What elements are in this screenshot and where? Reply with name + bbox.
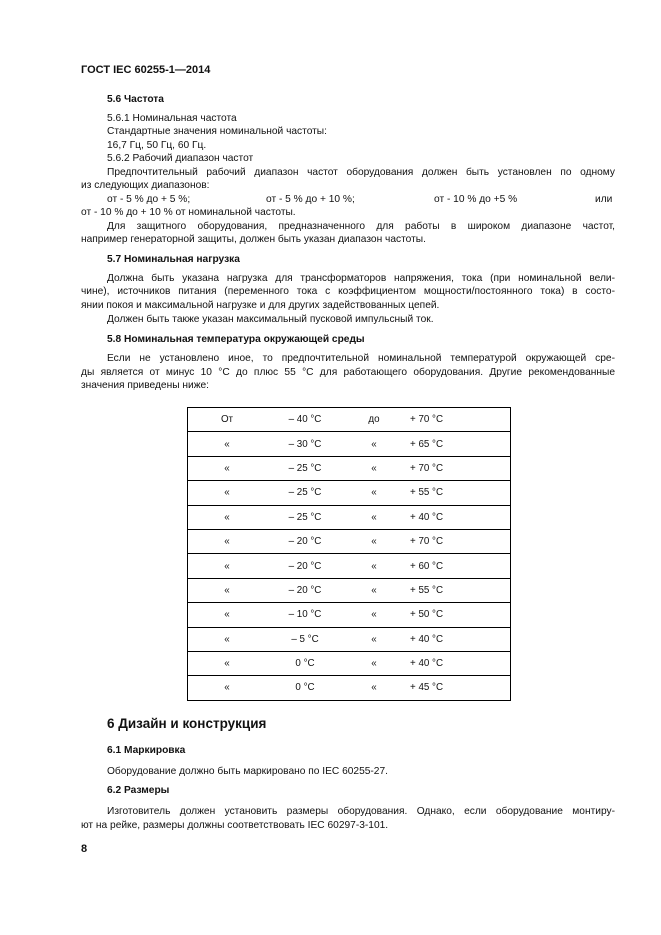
table-row [188,456,511,480]
table-row [188,676,511,700]
table-row [188,651,511,675]
range-from-word: « [188,505,267,529]
range-from-word: « [188,578,267,602]
range-to-word: « [344,676,404,700]
range-from-value: – 20 °C [266,529,344,553]
s56-line-7: от - 10 % до + 10 % от номинальной частоты. [81,207,296,218]
range-to-value: + 60 °C [404,554,511,578]
table-row [188,408,511,432]
range-to-word: « [344,529,404,553]
range-to-value: + 70 °C [404,456,511,480]
s57-line-3: янии покоя и максимальной нагрузке и для других задействованных цепей. [81,300,440,311]
range-to-word: « [344,603,404,627]
s57-line-2: чине), источников питания (переменного тока с коэффициентом мощности/постоянного тока) в состо- [81,286,615,297]
table-row [188,603,511,627]
s58-line-1: Если не установлено иное, то предпочтительной номинальной температурой окружающей сре- [107,353,615,364]
section-6-1-heading: 6.1 Маркировка [107,745,186,756]
s57-line-1: Должна быть указана нагрузка для трансформаторов напряжения, тока (при номинальной вели- [107,273,615,284]
s56-line-3: 16,7 Гц, 50 Гц, 60 Гц. [107,140,207,151]
range-to-word: « [344,627,404,651]
s58-line-2: ды является от минус 10 °С до плюс 55 °С для работающего оборудования. Другие рекомендованные [81,367,615,378]
range-to-value: + 40 °C [404,505,511,529]
option-1: от - 5 % до + 5 %; [107,194,191,205]
range-to-word: « [344,651,404,675]
range-from-value: – 25 °C [266,456,344,480]
range-from-word: « [188,432,267,456]
s57-line-4: Должен быть также указан максимальный пусковой импульсный ток. [107,314,434,325]
table-row [188,627,511,651]
section-5-6-heading: 5.6 Частота [107,94,164,105]
range-to-word: « [344,578,404,602]
s56-line-8: Для защитного оборудования, предназначенного для работы в широком диапазоне частот, [107,221,615,232]
range-from-word: « [188,676,267,700]
document-code: ГОСТ IEC 60255-1—2014 [81,64,211,76]
option-3: от - 10 % до +5 % [434,194,518,205]
section-5-7-heading: 5.7 Номинальная нагрузка [107,254,240,265]
range-from-value: – 40 °C [266,408,344,432]
range-to-word: « [344,481,404,505]
s62-line-2: ют на рейке, размеры должны соответствовать IEC 60297-3-101. [81,820,389,831]
temperature-range-table [187,407,511,701]
range-from-value: – 25 °C [266,505,344,529]
range-to-value: + 40 °C [404,627,511,651]
range-to-value: + 65 °C [404,432,511,456]
section-6-2-heading: 6.2 Размеры [107,785,170,796]
range-to-word: « [344,554,404,578]
s62-line-1: Изготовитель должен установить размеры оборудования. Однако, если оборудование монтиру- [107,806,615,817]
range-to-value: + 55 °C [404,481,511,505]
range-to-value: + 70 °C [404,408,511,432]
range-from-word: « [188,529,267,553]
range-to-value: + 40 °C [404,651,511,675]
table-row [188,481,511,505]
s56-line-1: 5.6.1 Номинальная частота [107,113,237,124]
table-row [188,432,511,456]
range-from-word: « [188,651,267,675]
range-from-value: – 30 °C [266,432,344,456]
range-from-word: « [188,481,267,505]
range-to-value: + 45 °C [404,676,511,700]
range-from-word: « [188,456,267,480]
s56-line-6: из следующих диапазонов: [81,180,210,191]
range-to-value: + 70 °C [404,529,511,553]
table-row [188,554,511,578]
page-number: 8 [81,843,88,855]
s56-line-4: 5.6.2 Рабочий диапазон частот [107,153,254,164]
range-from-value: 0 °C [266,651,344,675]
range-from-word: От [188,408,267,432]
range-from-value: – 20 °C [266,554,344,578]
table-row [188,505,511,529]
range-from-value: 0 °C [266,676,344,700]
range-to-word: « [344,432,404,456]
s56-line-5: Предпочтительный рабочий диапазон частот оборудования должен быть установлен по одному [107,167,615,178]
range-from-value: – 10 °C [266,603,344,627]
range-from-word: « [188,554,267,578]
range-to-word: « [344,505,404,529]
s56-line-2: Стандартные значения номинальной частоты: [107,126,327,137]
option-2: от - 5 % до + 10 %; [266,194,355,205]
section-6-heading: 6 Дизайн и конструкция [107,716,267,731]
s61-line-1: Оборудование должно быть маркировано по IEC 60255-27. [107,766,388,777]
s58-line-3: значения приведены ниже: [81,380,210,391]
range-to-value: + 50 °C [404,603,511,627]
range-from-value: – 25 °C [266,481,344,505]
range-to-value: + 55 °C [404,578,511,602]
table-row [188,578,511,602]
range-from-value: – 5 °C [266,627,344,651]
range-from-value: – 20 °C [266,578,344,602]
s56-line-9: например генераторной защиты, должен быть указан диапазон частоты. [81,234,426,245]
range-from-word: « [188,627,267,651]
range-from-word: « [188,603,267,627]
option-or: или [595,194,613,205]
section-5-8-heading: 5.8 Номинальная температура окружающей среды [107,334,365,345]
table-row [188,529,511,553]
range-to-word: до [344,408,404,432]
range-to-word: « [344,456,404,480]
